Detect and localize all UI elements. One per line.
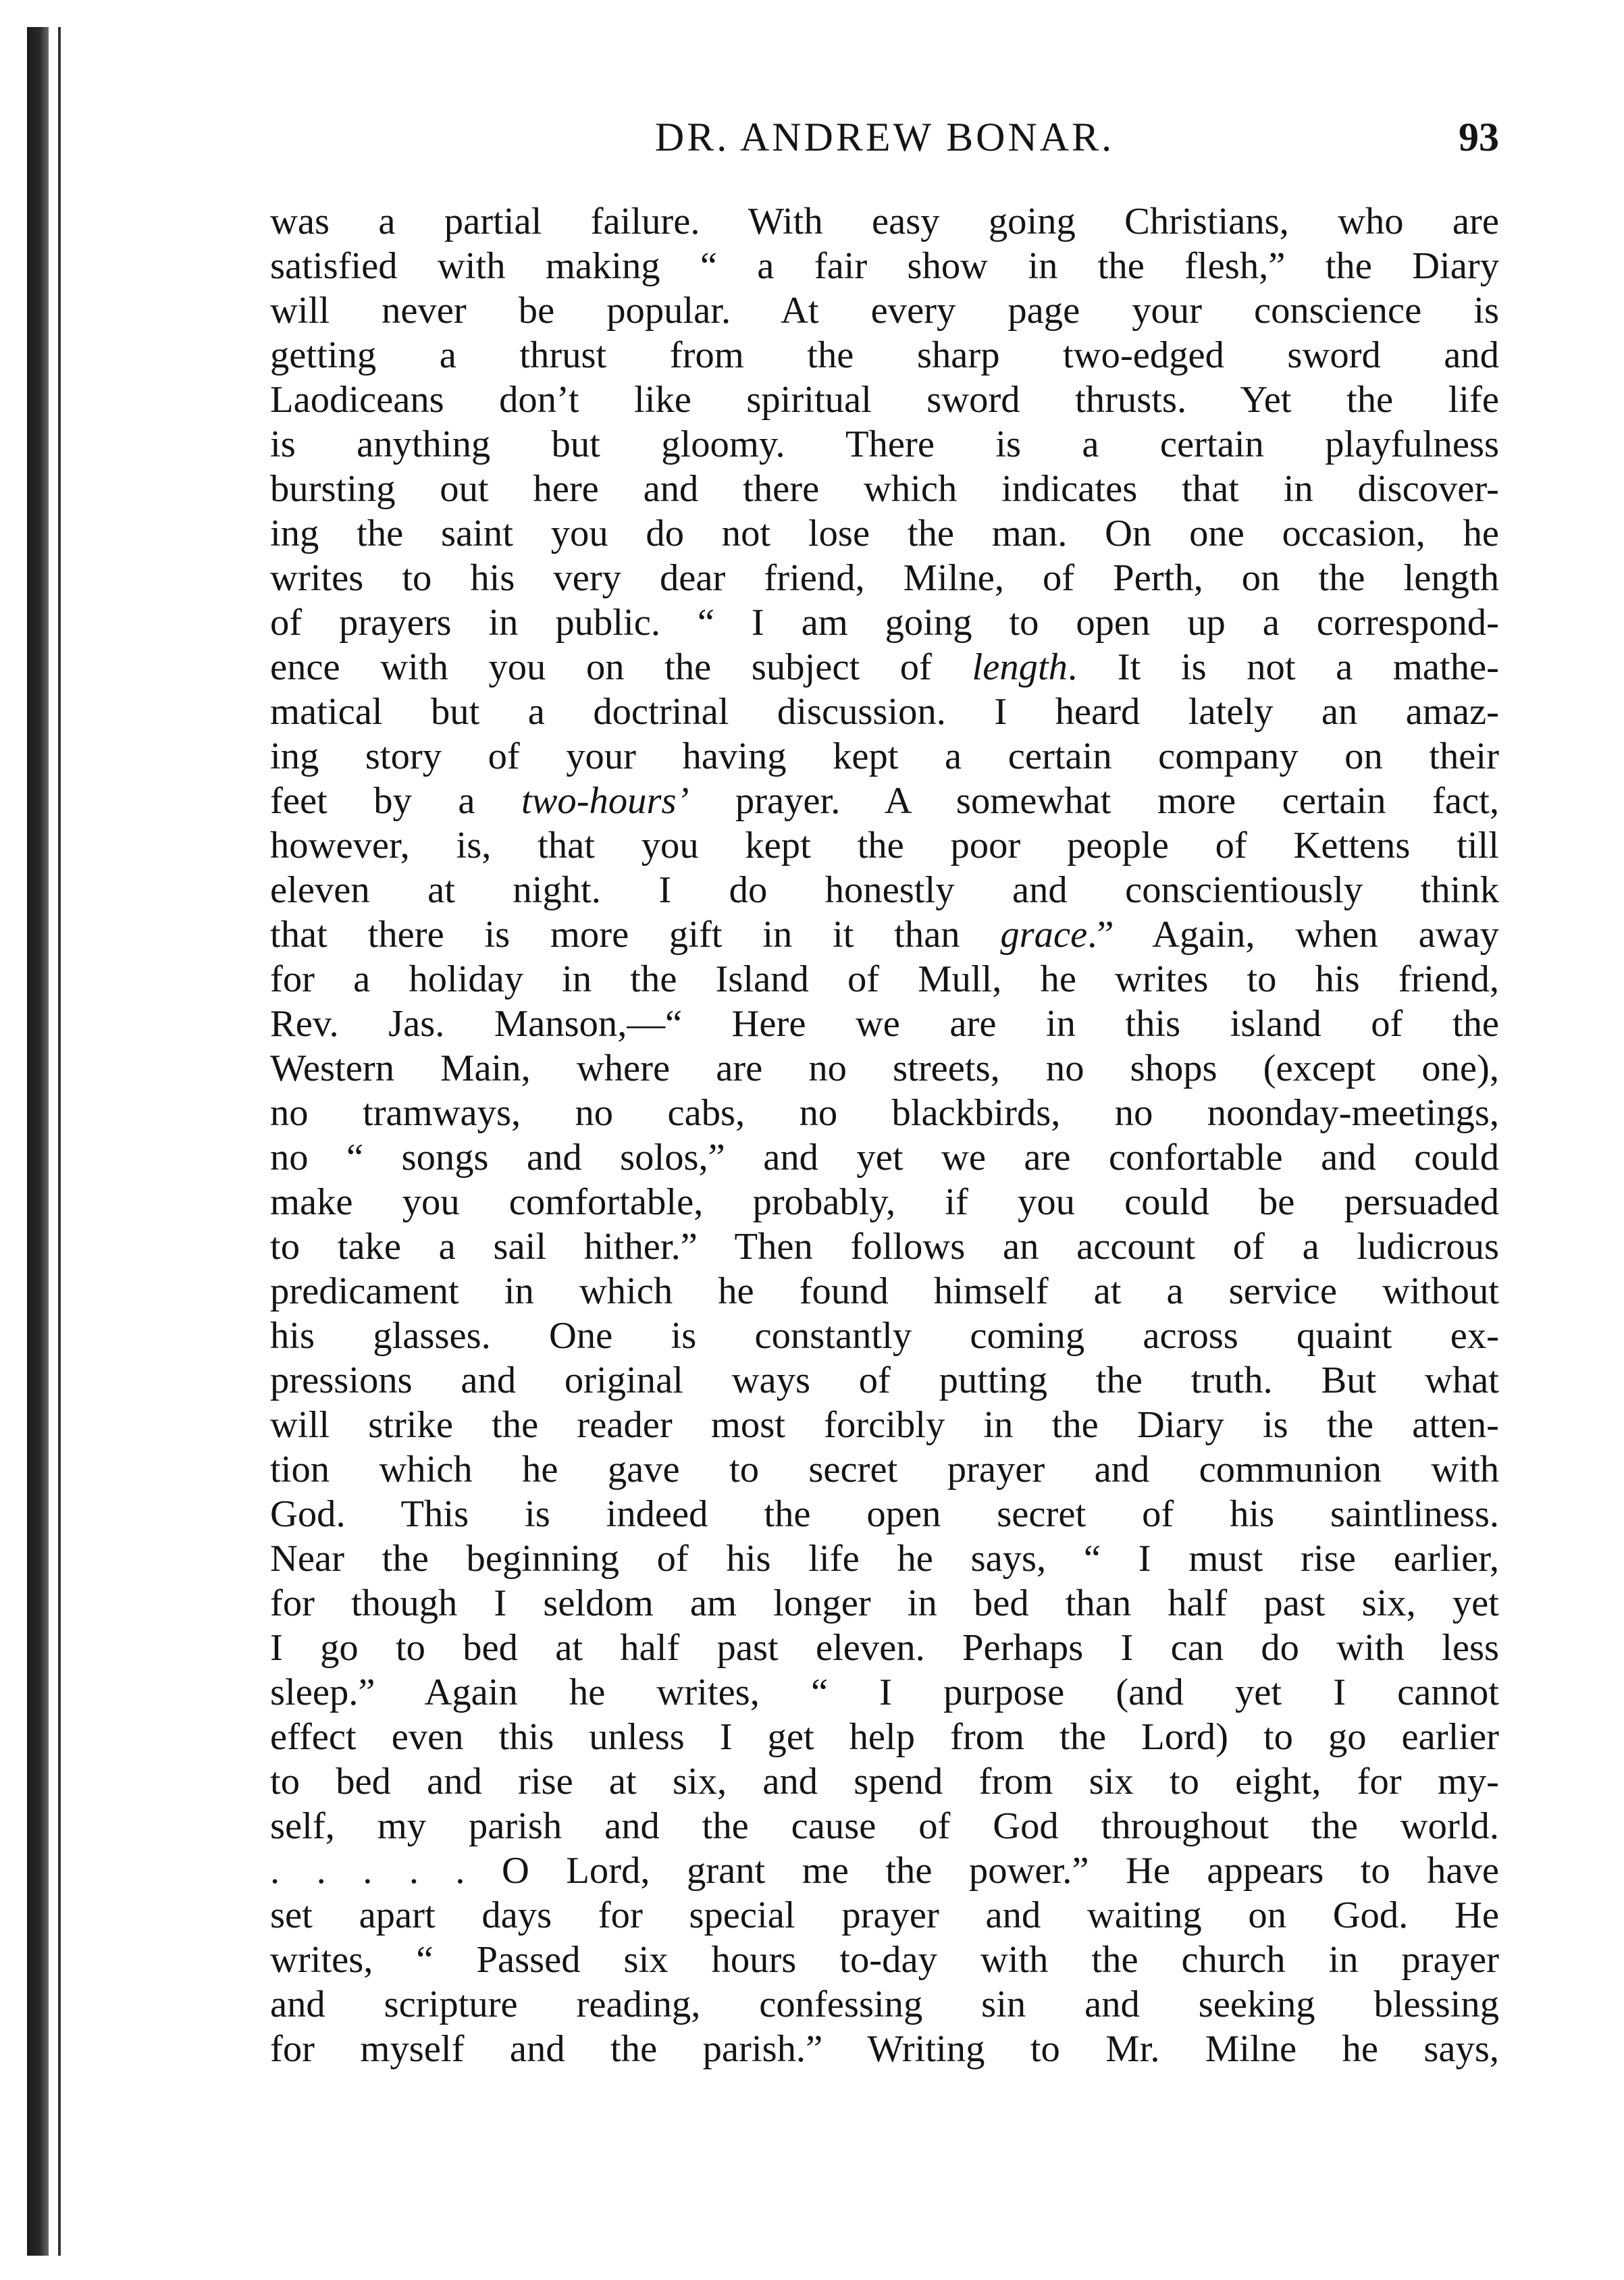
text-line: Rev. Jas. Manson,—“ Here we are in this island of the	[270, 1003, 1499, 1045]
text-line: I go to bed at half past eleven. Perhaps I can do with less	[270, 1627, 1499, 1669]
text-line: self, my parish and the cause of God throughout the world.	[270, 1805, 1499, 1847]
running-title: DR. ANDREW BONAR.	[654, 115, 1115, 159]
text-line: getting a thrust from the sharp two-edged sword and	[270, 334, 1499, 376]
text-line: sleep.” Again he writes, “ I purpose (and yet I cannot	[270, 1672, 1499, 1713]
text-line: will strike the reader most forcibly in the Diary is the atten-	[270, 1404, 1499, 1446]
page-binding-line	[58, 27, 61, 2256]
text-line: Near the beginning of his life he says, “ I must rise earlier,	[270, 1538, 1499, 1580]
italic-emphasis: two-hours’	[521, 780, 689, 822]
text-line: set apart days for special prayer and waiting on God. He	[270, 1894, 1499, 1936]
text-line: to bed and rise at six, and spend from six to eight, for my-	[270, 1761, 1499, 1803]
text-line: pressions and original ways of putting the truth. But what	[270, 1359, 1499, 1401]
text-line: and scripture reading, confessing sin and seeking blessing	[270, 1984, 1499, 2025]
text-line: of prayers in public. “ I am going to open up a correspond-	[270, 602, 1499, 644]
text-line: ing story of your having kept a certain company on their	[270, 735, 1499, 777]
text-line: for myself and the parish.” Writing to Mr. Milne he says,	[270, 2028, 1499, 2070]
text-line: ence with you on the subject of length. It is not a mathe-	[270, 646, 1499, 688]
text-line: no “ songs and solos,” and yet we are confortable and could	[270, 1137, 1499, 1178]
text-line: eleven at night. I do honestly and conscientiously think	[270, 869, 1499, 911]
text-line: predicament in which he found himself at a service without	[270, 1270, 1499, 1312]
text-line: make you comfortable, probably, if you could be persuaded	[270, 1181, 1499, 1223]
text-line: satisfied with making “ a fair show in the flesh,” the Diary	[270, 245, 1499, 287]
text-line: to take a sail hither.” Then follows an account of a ludicrous	[270, 1226, 1499, 1268]
text-line: tion which he gave to secret prayer and communion with	[270, 1449, 1499, 1491]
text-line: writes, “ Passed six hours to-day with the church in prayer	[270, 1939, 1499, 1981]
text-line: will never be popular. At every page your conscience is	[270, 290, 1499, 332]
italic-emphasis: grace	[1000, 914, 1088, 956]
text-line: . . . . . O Lord, grant me the power.” He appears to have	[270, 1850, 1499, 1892]
text-line: God. This is indeed the open secret of his saintliness.	[270, 1493, 1499, 1535]
text-line: Laodiceans don’t like spiritual sword thrusts. Yet the life	[270, 379, 1499, 421]
page-header	[270, 108, 1499, 162]
text-line: is anything but gloomy. There is a certain playfulness	[270, 423, 1499, 465]
text-line: Western Main, where are no streets, no shops (except one),	[270, 1047, 1499, 1089]
text-line: feet by a two-hours’ prayer. A somewhat more certain fact,	[270, 780, 1499, 822]
text-line: matical but a doctrinal discussion. I heard lately an amaz-	[270, 691, 1499, 733]
text-line: that there is more gift in it than grace.” Again, when away	[270, 914, 1499, 956]
text-line: no tramways, no cabs, no blackbirds, no noonday-meetings,	[270, 1092, 1499, 1134]
italic-emphasis: length	[972, 646, 1068, 688]
text-line: was a partial failure. With easy going Christians, who are	[270, 201, 1499, 242]
text-line: writes to his very dear friend, Milne, of Perth, on the length	[270, 557, 1499, 599]
text-line: for a holiday in the Island of Mull, he writes to his friend,	[270, 958, 1499, 1000]
text-line: his glasses. One is constantly coming across quaint ex-	[270, 1315, 1499, 1357]
text-line: bursting out here and there which indicates that in discover-	[270, 468, 1499, 510]
text-line: however, is, that you kept the poor people of Kettens till	[270, 825, 1499, 866]
text-line: effect even this unless I get help from the Lord) to go earlier	[270, 1716, 1499, 1758]
text-line: for though I seldom am longer in bed than half past six, yet	[270, 1582, 1499, 1624]
page-number: 93	[1459, 115, 1499, 159]
page-binding-edge	[27, 27, 49, 2256]
text-line: ing the saint you do not lose the man. On one occasion, he	[270, 513, 1499, 554]
body-text	[270, 199, 1499, 2071]
